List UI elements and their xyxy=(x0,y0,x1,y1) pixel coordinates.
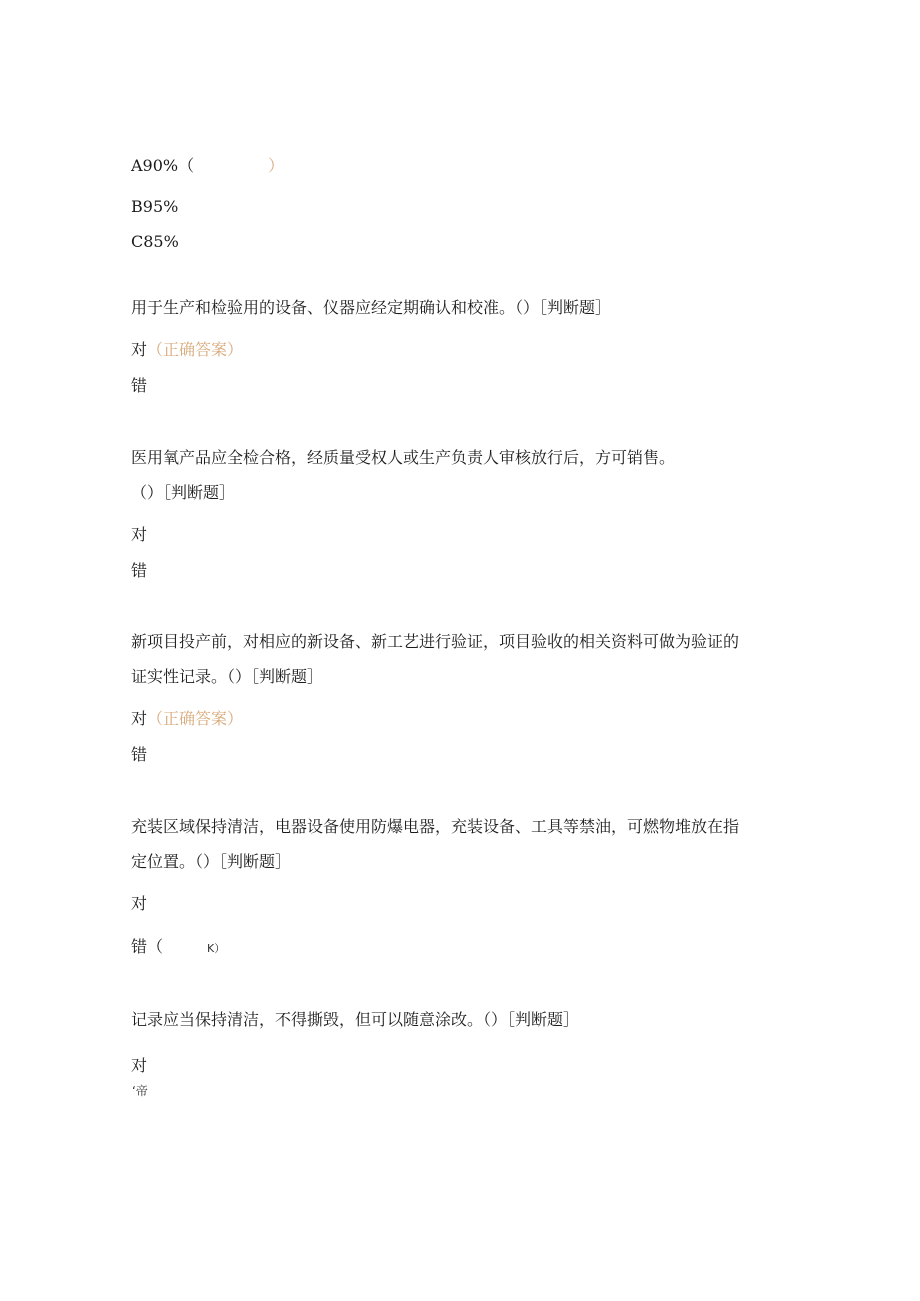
q3-option-false: 错 xyxy=(131,561,148,580)
q2-option-false: 错 xyxy=(131,376,148,395)
q3-question-line2: （）［判断题］ xyxy=(131,483,236,502)
q4-option-false: 错 xyxy=(131,745,148,764)
q6-question: 记录应当保持清洁，不得撕毁，但可以随意涂改。（）［判断题］ xyxy=(131,1010,580,1029)
q1-option-a-blank-open: （ xyxy=(178,156,195,175)
q5-question-line1: 充装区域保持清洁，电器设备使用防爆电器，充装设备、工具等禁油，可燃物堆放在指 xyxy=(131,817,740,836)
q5-option-true: 对 xyxy=(131,894,148,913)
q5-option-false xyxy=(131,937,225,959)
q1-option-c: C85% xyxy=(131,232,179,251)
q2-correct-answer-mark: （正确答案） xyxy=(147,340,244,359)
q1-option-a-blank-close: ） xyxy=(268,156,285,175)
q4-option-true-text: 对 xyxy=(131,709,148,728)
q1-option-a-text: A90% xyxy=(131,156,179,175)
q2-option-true-text: 对 xyxy=(131,340,148,359)
q4-option-true xyxy=(131,709,243,729)
q2-question: 用于生产和检验用的设备、仪器应经定期确认和校准。（）［判断题］ xyxy=(131,298,612,317)
q6-option-false-fragment: ‘帝 xyxy=(132,1084,148,1098)
q5-question-line2: 定位置。（）［判断题］ xyxy=(131,852,292,871)
q2-option-true xyxy=(131,340,243,360)
q5-option-false-tail: K） xyxy=(207,942,226,955)
q4-question-line1: 新项目投产前，对相应的新设备、新工艺进行验证，项目验收的相关资料可做为验证的 xyxy=(131,632,740,651)
q1-option-a xyxy=(131,156,284,176)
q4-question-line2: 证实性记录。（）［判断题］ xyxy=(131,667,324,686)
q3-question-line1: 医用氧产品应全检合格，经质量受权人或生产负责人审核放行后，方可销售。 xyxy=(131,448,676,467)
q5-option-false-text: 错（ xyxy=(131,937,164,956)
q3-option-true: 对 xyxy=(131,525,148,544)
q1-option-b: B95% xyxy=(131,197,179,216)
q6-option-true: 对 xyxy=(131,1056,148,1075)
q4-correct-answer-mark: （正确答案） xyxy=(147,709,244,728)
